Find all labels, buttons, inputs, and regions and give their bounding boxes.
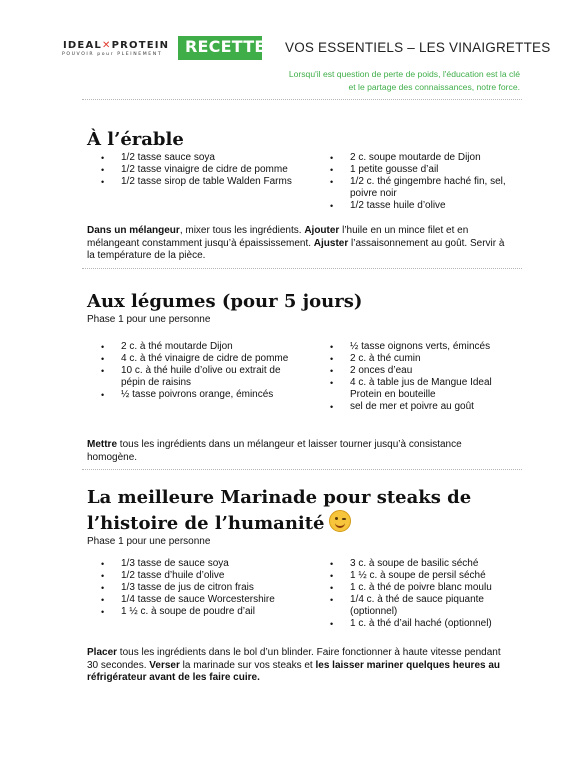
divider: [82, 268, 522, 269]
bullet-icon: •: [101, 366, 105, 376]
ingredient-list-left: [101, 152, 301, 188]
list-item: • 2 onces d’eau: [330, 365, 413, 376]
list-item: • 1/2 c. thé gingembre haché fin, sel, poivre noir: [330, 176, 506, 199]
bullet-icon: •: [101, 571, 105, 581]
bullet-icon: •: [330, 583, 334, 593]
bullet-icon: •: [330, 595, 334, 605]
list-item: • 1/2 tasse vinaigre de cidre de pomme: [101, 164, 288, 175]
instructions: Dans un mélangeur, mixer tous les ingrédients. Ajouter l’huile en un mince filet et en mélangeant constamment jusqu’à épaississement. Ajuster l’assaisonnement au goût. Servir à la température de la pièce.: [87, 225, 505, 261]
list-item: • 10 c. à thé huile d’olive ou extrait de pépin de raisins: [101, 365, 281, 388]
recipe-phase: Phase 1 pour une personne: [87, 314, 211, 325]
list-item: • 4 c. à thé vinaigre de cidre de pomme: [101, 353, 289, 364]
list-item: • 1 ½ c. à soupe de poudre d’ail: [101, 606, 255, 617]
list-item: • 3 c. à soupe de basilic séché: [330, 558, 479, 569]
winking-face-icon: [329, 510, 351, 532]
bullet-icon: •: [330, 559, 334, 569]
list-item: • 2 c. soupe moutarde de Dijon: [330, 152, 481, 163]
bullet-icon: •: [330, 402, 334, 412]
tagline: [220, 68, 520, 94]
bullet-icon: •: [330, 153, 334, 163]
list-item: • 1 petite gousse d’ail: [330, 164, 439, 175]
bullet-icon: •: [330, 354, 334, 364]
bullet-icon: •: [101, 607, 105, 617]
list-item: • 2 c. à thé moutarde Dijon: [101, 341, 233, 352]
list-item: • 4 c. à table jus de Mangue Ideal Protein en bouteille: [330, 377, 492, 400]
bullet-icon: •: [101, 595, 105, 605]
tagline-line-1: Lorsqu'il est question de perte de poids, l'éducation est la clé: [288, 69, 520, 79]
ingredient-list-left: [101, 558, 301, 618]
logo-subtitle: POUVOIR pour PLEINEMENT: [62, 52, 163, 57]
recipe-section-1: [87, 128, 507, 152]
list-item: • 1 c. à thé d’ail haché (optionnel): [330, 618, 492, 629]
list-item: • 1/2 tasse d’huile d’olive: [101, 570, 225, 581]
ideal-protein-logo: [0, 36, 178, 60]
bullet-icon: •: [330, 177, 334, 187]
instructions: Mettre tous les ingrédients dans un mélangeur et laisser tourner jusqu’à consistance homogène.: [87, 439, 462, 463]
bullet-icon: •: [330, 366, 334, 376]
ingredient-list-right: [330, 152, 525, 212]
recipe-title: Aux légumes (pour 5 jours): [87, 291, 363, 312]
divider: [82, 469, 522, 470]
tagline-line-2: et le partage des connaissances, notre force.: [348, 82, 520, 92]
ingredient-list-left: [101, 341, 301, 401]
page-title: VOS ESSENTIELS – LES VINAIGRETTES: [285, 40, 551, 55]
bullet-icon: •: [101, 342, 105, 352]
ingredient-list-right: [330, 558, 525, 630]
recipe-section-2: [87, 290, 507, 326]
list-item: • 1/4 c. à thé de sauce piquante (optionnel): [330, 594, 484, 617]
bullet-icon: •: [330, 619, 334, 629]
page-header: [0, 36, 587, 60]
list-item: • 1 ½ c. à soupe de persil séché: [330, 570, 486, 581]
ingredient-list-right: [330, 341, 525, 413]
bullet-icon: •: [330, 342, 334, 352]
bullet-icon: •: [101, 177, 105, 187]
recipe-title: La meilleure Marinade pour steaks de l’histoire de l’humanité: [87, 487, 472, 534]
bullet-icon: •: [101, 165, 105, 175]
list-item: • 1/2 tasse sauce soya: [101, 152, 215, 163]
bullet-icon: •: [101, 583, 105, 593]
bullet-icon: •: [330, 571, 334, 581]
list-item: • 2 c. à thé cumin: [330, 353, 421, 364]
divider: [82, 99, 522, 100]
list-item: • 1/2 tasse huile d’olive: [330, 200, 446, 211]
list-item: • ½ tasse oignons verts, émincés: [330, 341, 491, 352]
recipe-phase: Phase 1 pour une personne: [87, 536, 211, 547]
list-item: • 1/3 tasse de sauce soya: [101, 558, 229, 569]
bullet-icon: •: [101, 390, 105, 400]
logo-word-protein: PROTEIN: [111, 40, 170, 51]
bullet-icon: •: [330, 201, 334, 211]
bullet-icon: •: [101, 559, 105, 569]
recipe-title: À l’érable: [87, 129, 184, 150]
bullet-icon: •: [330, 378, 334, 388]
bullet-icon: •: [101, 153, 105, 163]
logo-x-icon: ✕: [101, 40, 112, 51]
list-item: • 1/4 tasse de sauce Worcestershire: [101, 594, 275, 605]
recipe-section-3: [87, 486, 507, 548]
list-item: • 1 c. à thé de poivre blanc moulu: [330, 582, 492, 593]
instructions: Placer tous les ingrédients dans le bol d’un blinder. Faire fonctionner à haute vitesse pendant 30 secondes. Verser la marinade sur vos steaks et les laisser mariner quelques heures au réfrigérateur avant de les faire cuire.: [87, 647, 501, 683]
bullet-icon: •: [330, 165, 334, 175]
list-item: • 1/2 tasse sirop de table Walden Farms: [101, 176, 292, 187]
list-item: • ½ tasse poivrons orange, émincés: [101, 389, 274, 400]
list-item: • 1/3 tasse de jus de citron frais: [101, 582, 254, 593]
section-label: RECETTES: [185, 37, 278, 56]
list-item: • sel de mer et poivre au goût: [330, 401, 474, 412]
bullet-icon: •: [101, 354, 105, 364]
logo-word-ideal: IDEAL: [63, 40, 102, 51]
